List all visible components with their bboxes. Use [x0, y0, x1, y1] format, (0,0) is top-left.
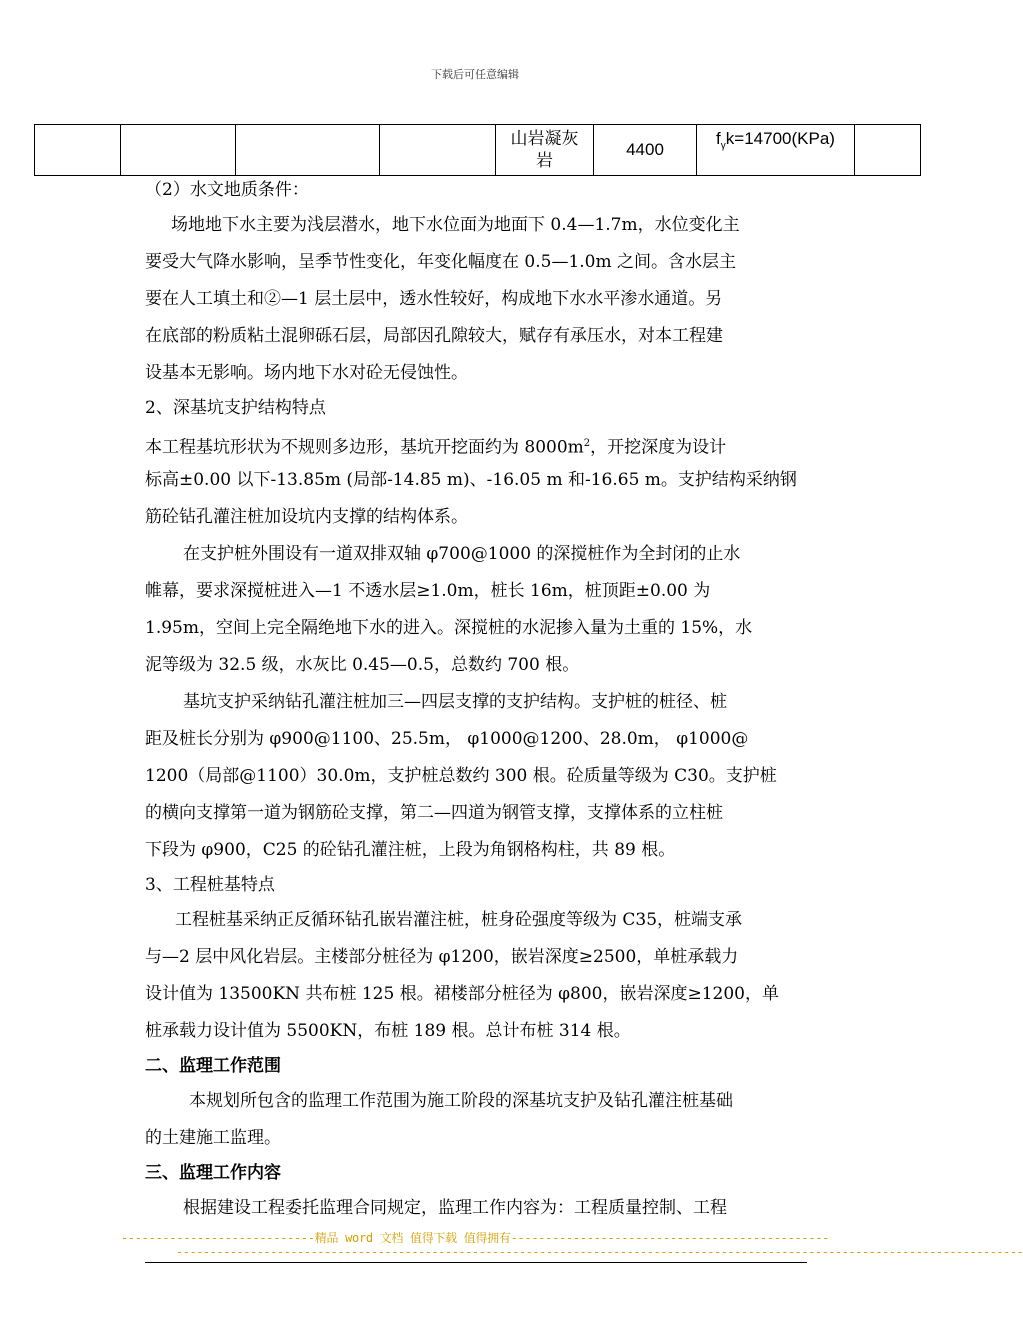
pile-paragraph [145, 902, 807, 1050]
paragraph-line: 设计值为 13500KN 共布桩 125 根。裙楼部分桩径为 φ800，嵌岩深度≥1200，单 [145, 984, 779, 1004]
table-row [35, 125, 921, 176]
paragraph-line: 1.95m，空间上完全隔绝地下水的进入。深搅桩的水泥掺入量为土重的 15%，水 [145, 618, 753, 638]
hydro-paragraph [145, 207, 807, 392]
paragraph-line: 距及桩长分别为 φ900@1100、25.5m， φ1000@1200、28.0m， φ1000@ [145, 729, 749, 749]
paragraph-line: 场地地下水主要为浅层潜水，地下水位面为地面下 0.4—1.7m，水位变化主 [171, 215, 740, 235]
content-paragraph [145, 1190, 807, 1227]
chapter-heading: 二、监理工作范围 [145, 1056, 281, 1076]
paragraph-line: 桩承载力设计值为 5500KN，布桩 189 根。总计布桩 314 根。 [145, 1021, 631, 1041]
paragraph-line: 下段为 φ900，C25 的砼钻孔灌注桩，上段为角钢格构柱，共 89 根。 [145, 840, 676, 860]
paragraph-line: 1200（局部@1100）30.0m，支护桩总数约 300 根。砼质量等级为 C30。支护桩 [145, 766, 777, 786]
section-heading: 3、工程桩基特点 [145, 875, 275, 895]
paragraph-line: 的横向支撑第一道为钢筋砼支撑，第二—四道为钢管支撑，支撑体系的立柱桩 [145, 803, 723, 823]
document-body [145, 174, 807, 1227]
paragraph-line: 泥等级为 32.5 级，水灰比 0.45—0.5，总数约 700 根。 [145, 655, 580, 675]
footer-banner: ----------------------------精品 word 文档 值得下载 值得拥有---------------------------------------------- [120, 1231, 830, 1245]
scope-paragraph [145, 1083, 807, 1157]
paragraph-line: 工程桩基采纳正反循环钻孔嵌岩灌注桩，桩身砼强度等级为 C35，桩端支承 [175, 910, 743, 930]
paragraph-line: 本工程基坑形状为不规则多边形，基坑开挖面约为 $8000m^2$，开挖深度为设计 [145, 437, 727, 458]
paragraph-line: 要在人工填土和②—1 层土层中，透水性较好，构成地下水水平渗水通道。另 [145, 289, 723, 309]
header-note: 下载后可任意编辑 [431, 68, 519, 81]
pit-support-paragraph-2 [145, 536, 807, 684]
paragraph-line: 标高±0.00 以下-13.85m (局部-14.85 m)、-16.05 m 和-16.65 m。支护结构采纳钢 [145, 470, 797, 490]
hydro-title: （2）水文地质条件： [145, 180, 309, 200]
paragraph-line: 基坑支护采纳钻孔灌注桩加三—四层支撑的支护结构。支护桩的桩径、桩 [183, 692, 727, 712]
rock-type-cell: 山岩凝灰岩 [496, 125, 594, 176]
paragraph-line: 要受大气降水影响，呈季节性变化，年变化幅度在 0.5—1.0m 之间。含水层主 [145, 252, 736, 272]
paragraph-line: 本规划所包含的监理工作范围为施工阶段的深基坑支护及钻孔灌注桩基础 [189, 1091, 733, 1111]
paragraph-line: 帷幕，要求深搅桩进入—1 不透水层≥1.0m，桩长 16m，桩顶距±0.00 为 [145, 581, 711, 601]
paragraph-line: 的土建施工监理。 [145, 1128, 281, 1148]
table-cell [35, 125, 121, 176]
paragraph-line: 根据建设工程委托监理合同规定，监理工作内容为：工程质量控制、工程 [183, 1198, 727, 1218]
paragraph-line: 设基本无影响。场内地下水对砼无侵蚀性。 [145, 363, 468, 383]
table-cell [855, 125, 921, 176]
pit-support-paragraph-1 [145, 425, 807, 536]
table-cell [121, 125, 236, 176]
table-cell [236, 125, 380, 176]
paragraph-line: 筋砼钻孔灌注桩加设坑内支撑的结构体系。 [145, 507, 468, 527]
paragraph-line: 与—2 层中风化岩层。主楼部分桩径为 φ1200，嵌岩深度≥2500，单桩承载力 [145, 947, 739, 967]
bearing-cell: $f_\gamma k=14700(KPa)$ [697, 125, 855, 176]
table-cell [380, 125, 496, 176]
section-heading: 2、深基坑支护结构特点 [145, 398, 326, 418]
paragraph-line: 在支护桩外围设有一道双排双轴 φ700@1000 的深搅桩作为全封闭的止水 [183, 544, 741, 564]
footer-dashes: ------------------------------------------------------------------------------------------------------------------------------ [176, 1245, 1023, 1259]
footer-rule [145, 1262, 807, 1263]
value-cell: 4400 [594, 125, 697, 176]
chapter-heading: 三、监理工作内容 [145, 1163, 281, 1183]
paragraph-line: 在底部的粉质粘土混卵砾石层，局部因孔隙较大，赋存有承压水，对本工程建 [145, 326, 723, 346]
geology-table [34, 124, 921, 176]
pit-support-paragraph-3 [145, 684, 807, 869]
